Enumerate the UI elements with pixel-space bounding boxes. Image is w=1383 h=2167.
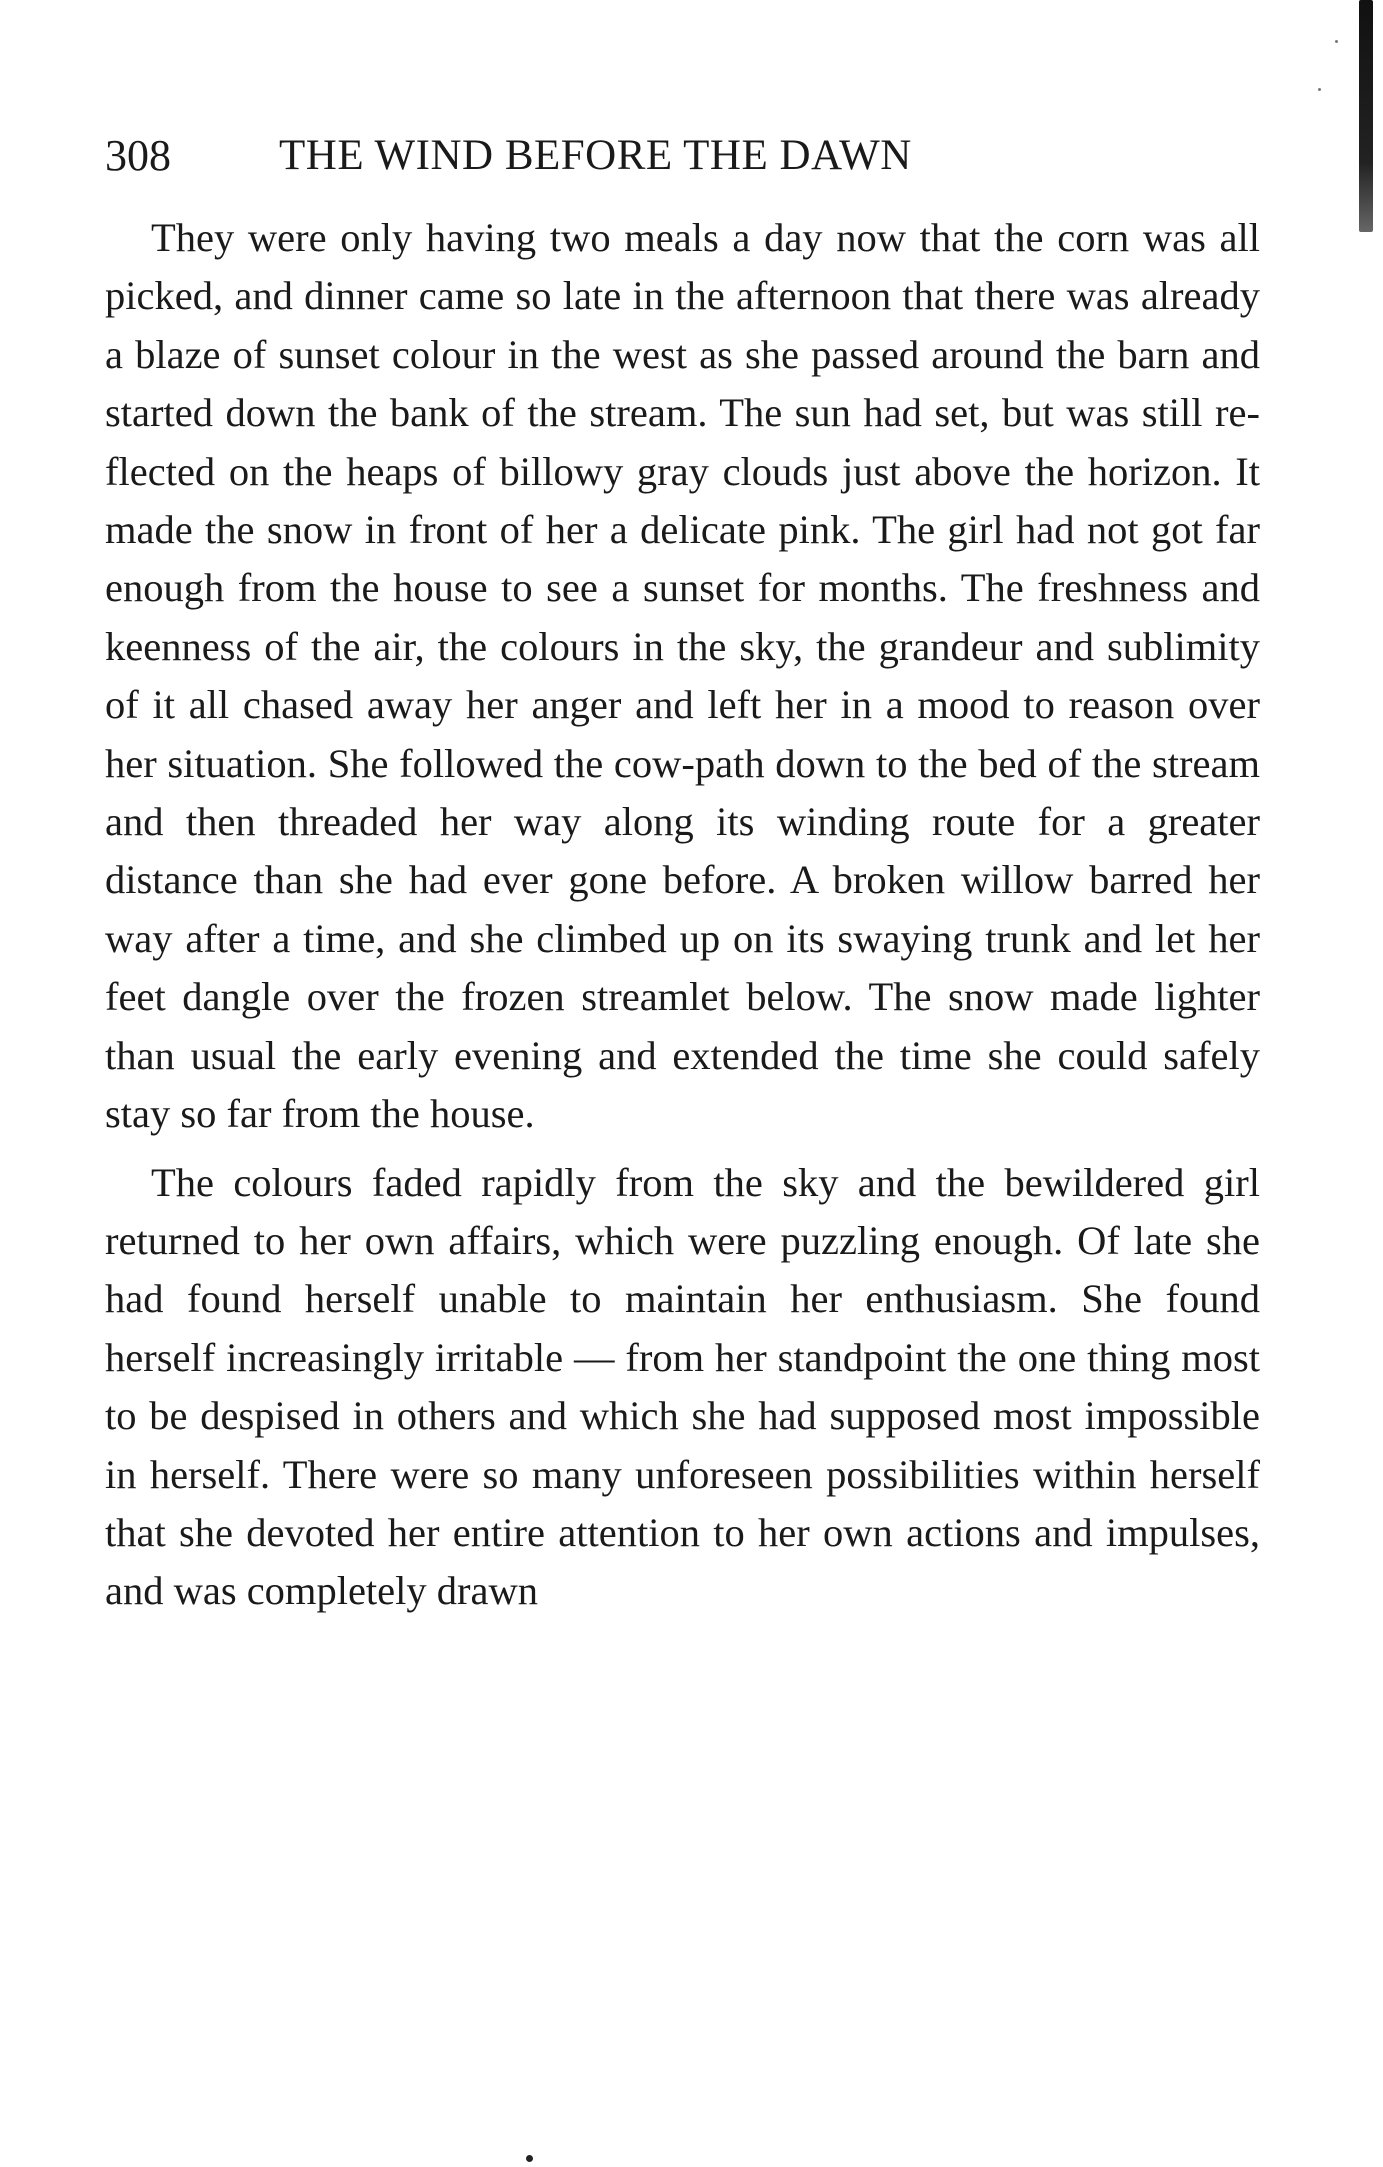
paragraph: The colours faded rapidly from the sky and the bewildered girl returned to her own affairs, which were puzzling enough. Of late she had found herself unable to maintain her enthusiasm. She found herself increasingly irritable — from her standpoint the one thing most to be despised in others and which she had supposed most impossible in herself. There were so many unforeseen possibilities within herself that she devoted her entire attention to her own actions and impulses, and was completely drawn — [105, 1159, 1260, 1614]
running-head: THE WIND BEFORE THE DAWN — [279, 132, 912, 179]
page-edge-mark — [1359, 0, 1373, 232]
printing-speck — [526, 2155, 533, 2162]
page-speck — [1318, 88, 1321, 91]
paragraph: They were only having two meals a day now that the corn was all picked, and dinner came so late in the afternoon that there was already a blaze of sunset colour in the west as she passed around the barn and started down the bank of the stream. The sun had set, but was still reflected on the heaps of billowy gray clouds just above the horizon. It made the snow in front of her a delicate pink. The girl had not got far enough from the house to see a sunset for months. The freshness and keenness of the air, the colours in the sky, the grandeur and sublimity of it all chased away her anger and left her in a mood to reason over her situation. She followed the cow-path down to the bed of the stream and then threaded her way along its winding route for a greater distance than she had ever gone before. A broken willow barred her way after a time, and she climbed up on its swaying trunk and let her feet dangle over the frozen streamlet below. The snow made lighter than usual the early evening and extended the time she could safely stay so far from the house. — [105, 215, 1260, 1137]
page-number: 308 — [105, 131, 171, 180]
page-header — [105, 126, 1260, 196]
page-speck — [1335, 40, 1338, 43]
body-text — [105, 209, 1260, 1621]
